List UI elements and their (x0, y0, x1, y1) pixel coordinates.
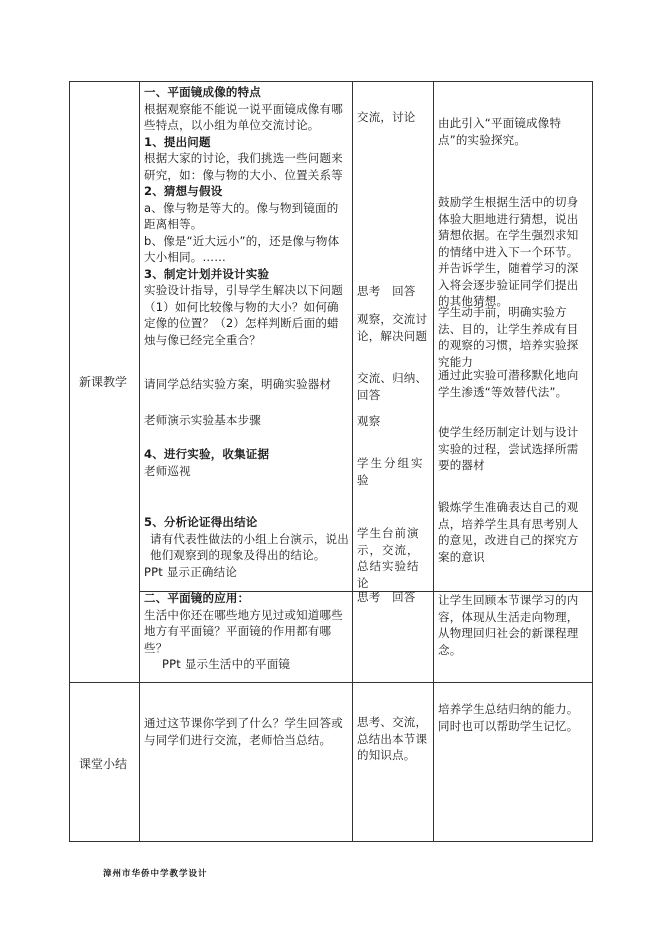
step-text-question: 根据大家的讨论，我们挑选一些问题来研究，如：像与物的大小、位置关系等 (144, 151, 343, 182)
student-summary: 思考、交流，总结出本节课的知识点。 (357, 715, 428, 762)
student-summary-plan: 交流、归纳、回答 (357, 371, 428, 402)
row-label-summary: 课堂小结 (79, 757, 128, 771)
ppt-application: PPt 显示生活中的平面镜 (162, 657, 291, 671)
intent-summary: 培养学生总结归纳的能力。同时也可以帮助学生记忆。 (438, 702, 579, 733)
ppt-conclusion: PPt 显示正确结论 (144, 564, 238, 579)
step-title-experiment: 4、进行实验，收集证据 (144, 447, 270, 461)
section-text-features: 根据观察能不能说一说平面镜成像有哪些特点，以小组为单位交流讨论。 (144, 101, 343, 132)
step-text-plan: 实验设计指导，引导学生解决以下问题 （1）如何比较像与物的大小？如何确定像的位置？（2）怎样判断后面的蜡烛与像已经完全重合？ (144, 283, 343, 347)
step-title-hypothesis: 2、猜想与假设 (144, 184, 223, 198)
page-footer: 漳州市华侨中学教学设计 (103, 869, 208, 879)
column-divider-3 (433, 81, 434, 842)
column-divider-1 (139, 81, 140, 842)
plan-summary-text: 请同学总结实验方案，明确实验器材 (144, 377, 332, 391)
hypothesis-b: b、像是“近大远小”的，还是像与物体大小相同。…… (144, 233, 340, 264)
intent-summary-plan: 通过此实验可潜移默化地向学生渗透“等效替代法”。 (438, 368, 579, 399)
step-experiment (144, 446, 349, 479)
student-plan-a: 思考 回答 (357, 284, 416, 298)
intent-features: 由此引入“平面镜成像特点”的实验探究。 (438, 116, 562, 147)
table-border-left (69, 81, 70, 842)
table-border-right (592, 81, 593, 842)
demo-text: 老师演示实验基本步骤 (144, 413, 261, 427)
intent-plan: 学生动手前，明确实验方法、目的，让学生养成有目的观察的习惯，培养实验探究能力 (438, 305, 579, 369)
step-title-plan: 3、制定计划并设计实验 (144, 266, 270, 281)
table-border-bottom (69, 841, 593, 842)
student-application: 思考 回答 (357, 590, 416, 604)
step-conclusion (144, 514, 349, 580)
student-plan-b: 观察，交流讨论，解决问题 (357, 312, 428, 343)
intent-application: 让学生回顾本节课学习的内容，体现从生活走向物理，从物理回归社会的新课程理念。 (438, 593, 579, 657)
student-features: 交流，讨论 (357, 110, 416, 124)
hypothesis-a: a、像与物是等大的。像与物到镜面的距离相等。 (144, 200, 339, 231)
step-title-question: 1、提出问题 (144, 134, 211, 149)
step-title-conclusion: 5、分析论证得出结论 (144, 515, 258, 529)
step-text-conclusion: 请有代表性做法的小组上台演示，说出他们观察到的现象及得出的结论。 (150, 531, 349, 562)
section-title-application: 二、平面镜的应用： (144, 591, 250, 605)
student-demo: 观察 (357, 414, 381, 428)
column-divider-2 (352, 81, 353, 842)
row-label-new-lesson: 新课教学 (79, 375, 128, 389)
teacher-activity-column (144, 84, 349, 348)
intent-hypothesis: 鼓励学生根据生活中的切身体验大胆地进行猜想，说出猜想依据。在学生强烈求知的情绪中进入下一个环节。并告诉学生，随着学习的深入将会逐步验证同学们提出的其他猜想。 (438, 195, 579, 308)
student-experiment: 学生分组实验 (357, 456, 425, 487)
section-application (144, 590, 349, 673)
section-text-application: 生活中你还在哪些地方见过或知道哪些地方有平面镜？平面镜的作用都有哪些？ (144, 607, 343, 655)
summary-text: 通过这节课你学到了什么？学生回答或与同学们进行交流，老师恰当总结。 (144, 716, 343, 747)
section-title-features: 一、平面镜成像的特点 (144, 85, 261, 99)
table-border-top (69, 81, 593, 82)
lesson-plan-table (69, 81, 593, 842)
step-text-experiment: 老师巡视 (144, 463, 191, 478)
intent-experiment: 使学生经历制定计划与设计实验的过程，尝试选择所需要的器材 (438, 425, 579, 472)
row-divider-summary (69, 682, 593, 683)
intent-conclusion: 锻炼学生准确表达自己的观点，培养学生具有思考别人的意见，改进自己的探究方案的意识 (438, 500, 579, 564)
student-conclusion: 学生台前演示，交流，总结实验结论 (357, 526, 420, 590)
